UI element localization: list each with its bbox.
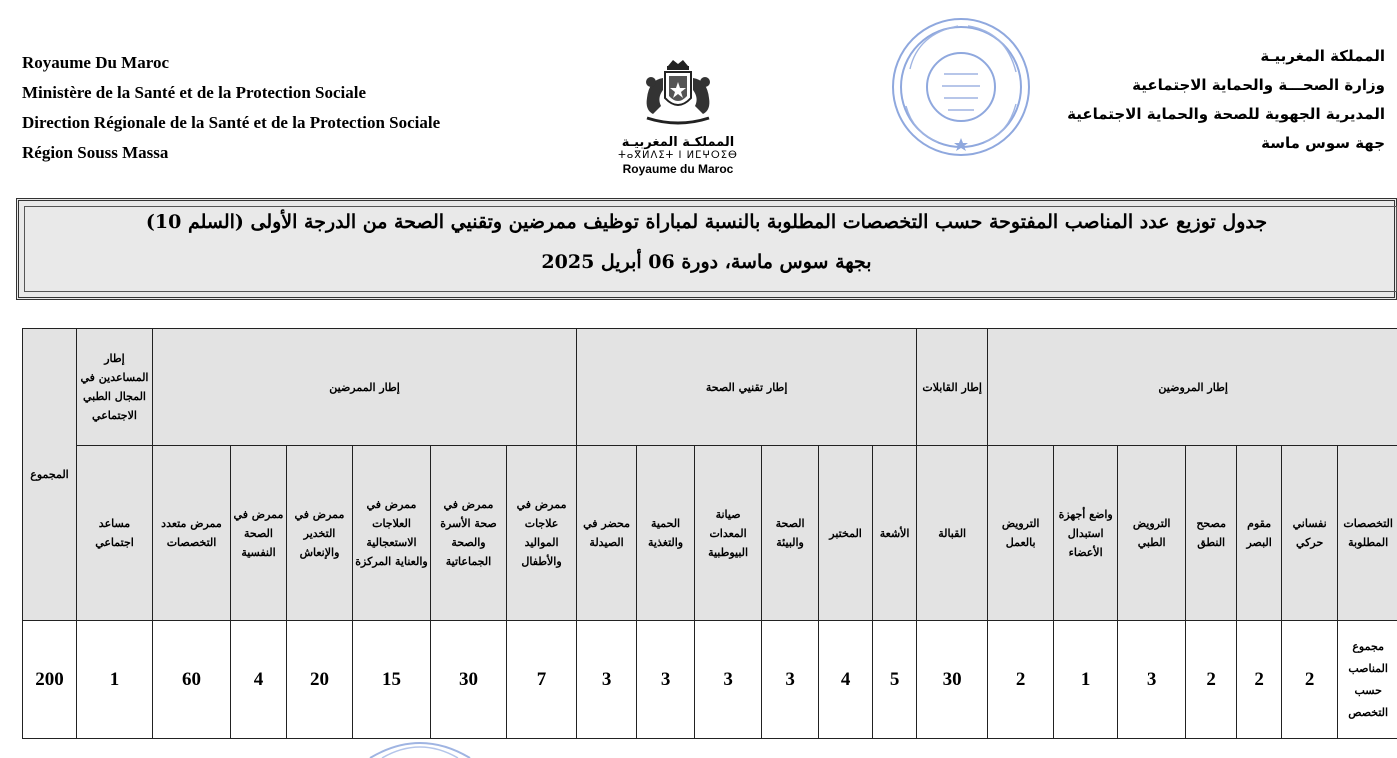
table-cell: 5 <box>873 621 917 739</box>
specialty-header-row <box>23 446 1397 621</box>
header-fr-line: Direction Régionale de la Santé et de la Protection Sociale <box>22 108 440 138</box>
specialty-header: صيانة المعدات البيوطبية <box>695 446 762 621</box>
group-header-therapists: إطار المروضين <box>988 329 1397 446</box>
table-cell: 2 <box>1282 621 1338 739</box>
totals-row <box>23 621 1397 739</box>
table-cell: 4 <box>231 621 287 739</box>
group-header-midwives: إطار القابلات <box>917 329 988 446</box>
specialty-header: ممرض في صحة الأسرة والصحة الجماعاتية <box>431 446 507 621</box>
specialty-header: الصحة والبيئة <box>762 446 819 621</box>
specialty-header: محضر في الصيدلة <box>577 446 637 621</box>
header-french <box>22 48 440 168</box>
table-cell: 15 <box>353 621 431 739</box>
table-cell: 1 <box>77 621 153 739</box>
table-cell: 2 <box>1186 621 1237 739</box>
group-header-row <box>23 329 1397 446</box>
emblem-arabic: المملكـة المغربيـة <box>598 136 758 150</box>
header-ar-line: جهة سوس ماسة <box>1067 129 1385 158</box>
table-cell: 3 <box>1118 621 1186 739</box>
row-header-specialty: التخصصات المطلوبة <box>1338 446 1397 621</box>
coat-of-arms-icon <box>633 58 723 130</box>
specialty-header: القبالة <box>917 446 988 621</box>
table-cell: 2 <box>988 621 1054 739</box>
header-ar-line: المملكة المغربيـة <box>1067 42 1385 71</box>
specialty-header: الأشعة <box>873 446 917 621</box>
table-cell: 4 <box>819 621 873 739</box>
table-cell: 3 <box>762 621 819 739</box>
specialty-header: المختبر <box>819 446 873 621</box>
specialty-header: مقوم البصر <box>1237 446 1282 621</box>
header-ar-line: وزارة الصحـــة والحماية الاجتماعية <box>1067 71 1385 100</box>
row-header-total: مجموع المناصب حسب التخصص <box>1338 621 1397 739</box>
grand-total-label: المجموع <box>23 329 77 621</box>
specialty-header: واضع أجهزة استبدال الأعضاء <box>1054 446 1118 621</box>
table-cell: 30 <box>917 621 988 739</box>
table-cell: 3 <box>637 621 695 739</box>
specialty-header: ممرض في العلاجات الاستعجالية والعناية المركزة <box>353 446 431 621</box>
specialty-header: الترويض الطبي <box>1118 446 1186 621</box>
table-cell: 3 <box>695 621 762 739</box>
royal-emblem <box>598 58 758 178</box>
table-cell: 3 <box>577 621 637 739</box>
specialty-header: ممرض في الصحة النفسية <box>231 446 287 621</box>
official-stamp-icon <box>888 14 1034 160</box>
table-cell: 7 <box>507 621 577 739</box>
positions-table <box>22 328 1397 739</box>
group-header-health-technicians: إطار تقنيي الصحة <box>577 329 917 446</box>
table-cell: 60 <box>153 621 231 739</box>
specialty-header: ممرض في التخدير والإنعاش <box>287 446 353 621</box>
partial-stamp-icon <box>360 718 480 758</box>
table-cell: 30 <box>431 621 507 739</box>
grand-total-value: 200 <box>23 621 77 739</box>
emblem-french: Royaume du Maroc <box>598 162 758 176</box>
specialty-header: ممرض متعدد التخصصات <box>153 446 231 621</box>
header-ar-line: المديرية الجهوية للصحة والحماية الاجتماعية <box>1067 100 1385 129</box>
table-cell: 20 <box>287 621 353 739</box>
header-arabic <box>1067 42 1385 158</box>
title-line-2: بجهة سوس ماسة، دورة 06 أبريل 2025 <box>19 251 1394 273</box>
header-fr-line: Ministère de la Santé et de la Protection Sociale <box>22 78 440 108</box>
header-fr-line: Région Souss Massa <box>22 138 440 168</box>
specialty-header: نفساني حركي <box>1282 446 1338 621</box>
title-line-1: جدول توزيع عدد المناصب المفتوحة حسب التخصصات المطلوبة بالنسبة لمباراة توظيف ممرضين وتقنيي الصحة من الدرجة الأولى (السلم 10) <box>19 211 1394 233</box>
header-fr-line: Royaume Du Maroc <box>22 48 440 78</box>
title-box <box>16 198 1397 300</box>
group-header-assistants: إطار المساعدين في المجال الطبي الاجتماعي <box>77 329 153 446</box>
specialty-header: الترويض بالعمل <box>988 446 1054 621</box>
table-cell: 2 <box>1237 621 1282 739</box>
specialty-header: مساعد اجتماعي <box>77 446 153 621</box>
specialty-header: الحمية والتغذية <box>637 446 695 621</box>
emblem-tifinagh: ⵜⴰⴳⵍⴷⵉⵜ ⵏ ⵍⵎⵖⵔⵉⴱ <box>598 150 758 162</box>
group-header-nurses: إطار الممرضين <box>153 329 577 446</box>
specialty-header: مصحح النطق <box>1186 446 1237 621</box>
specialty-header: ممرض في علاجات المواليد والأطفال <box>507 446 577 621</box>
table-cell: 1 <box>1054 621 1118 739</box>
